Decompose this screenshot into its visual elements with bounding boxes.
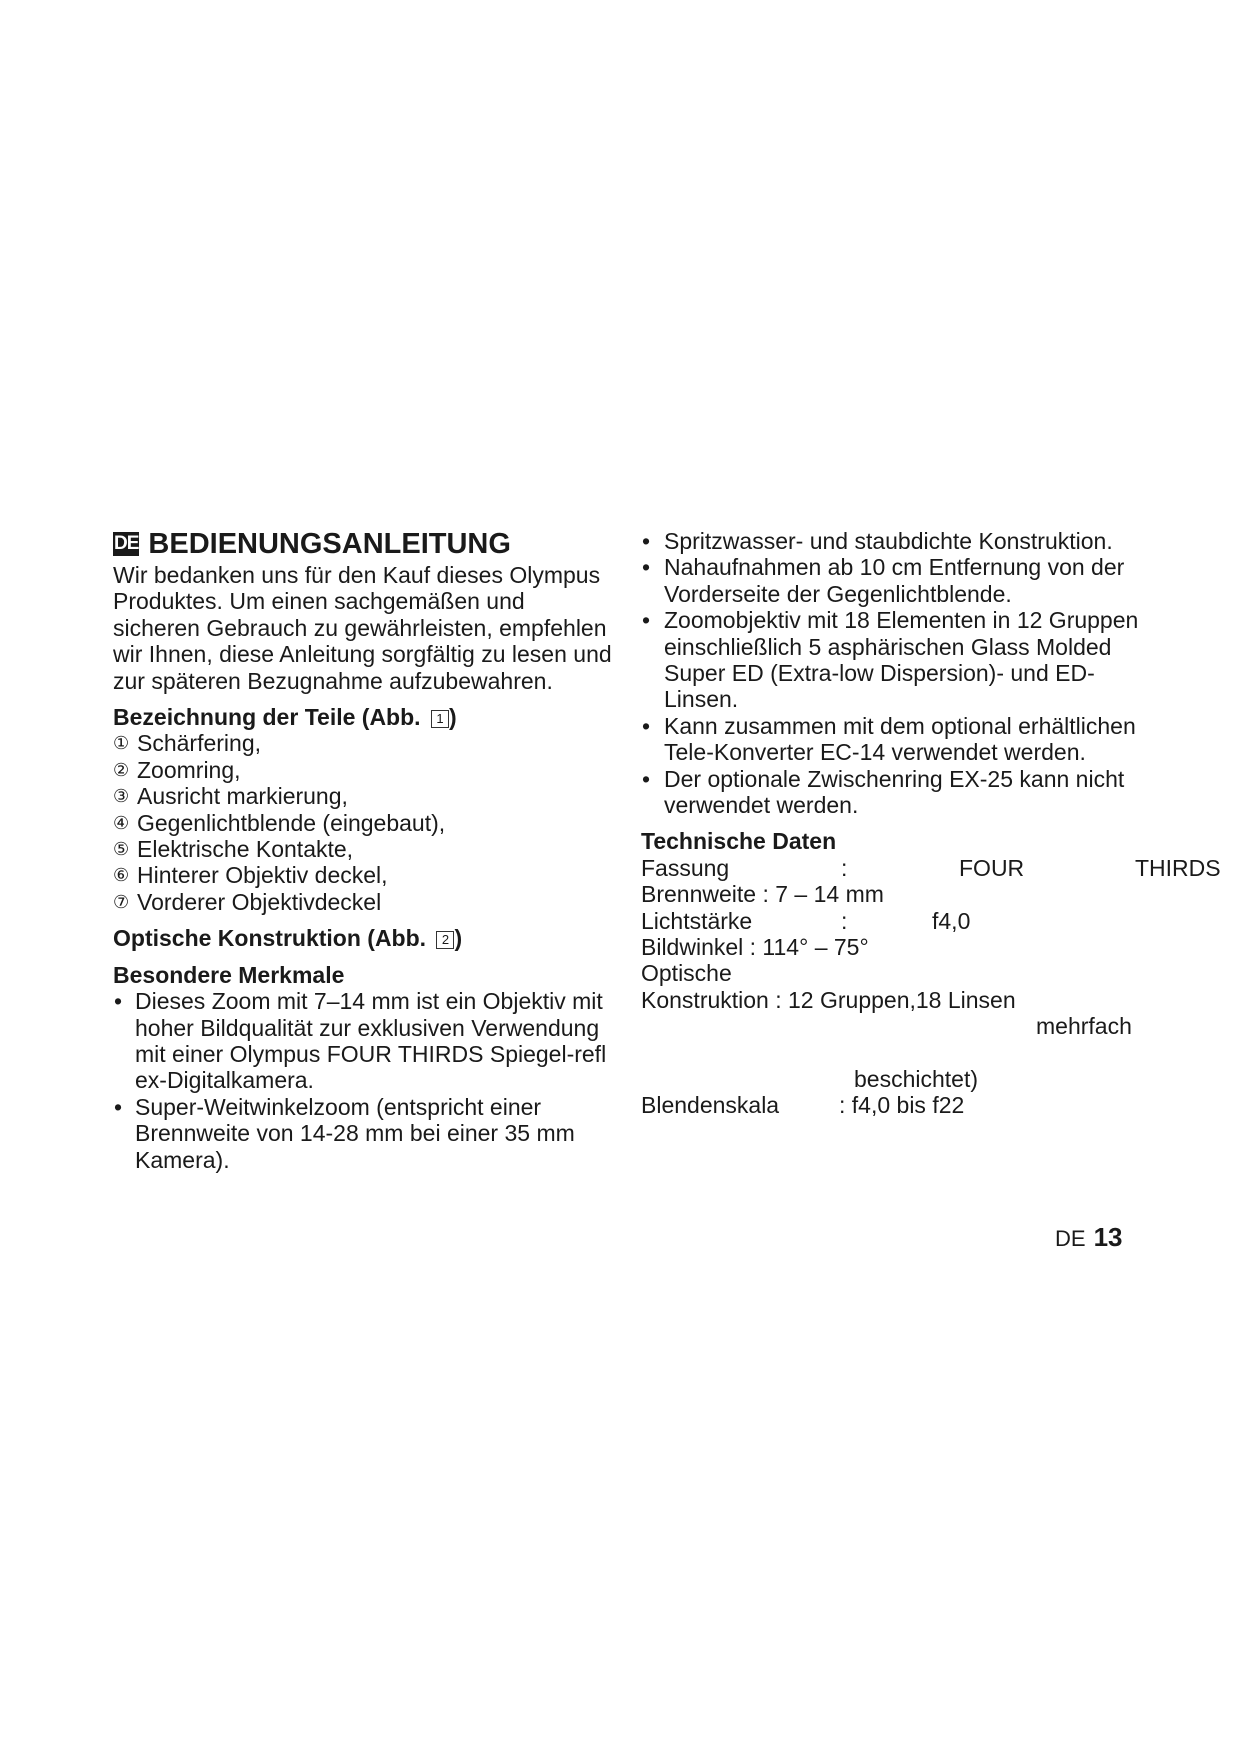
part-label: Ausricht markierung,	[137, 783, 348, 810]
spec-label: Lichtstärke	[641, 907, 753, 934]
spec-line: Bildwinkel : 114° – 75°	[641, 934, 869, 961]
list-item: • Kann zusammen mit dem optional erhältlichen Tele-Konverter EC-14 verwendet werden.	[641, 713, 1161, 766]
part-label: Schärfering,	[137, 730, 262, 757]
spec-row-mehrfach	[641, 1013, 1241, 1039]
list-item	[113, 757, 613, 783]
spec-value: : f4,0 bis f22	[839, 1092, 965, 1119]
parts-heading-text: Bezeichnung der Teile (Abb.	[113, 704, 421, 731]
part-number: ⑥	[113, 865, 130, 886]
features-list-continued	[641, 528, 1161, 818]
part-number: ⑦	[113, 891, 130, 912]
list-item: • Zoomobjektiv mit 18 Elementen in 12 Gruppen einschließlich 5 asphärischen Glass Molded Super ED (Extra-low Dispersion)- und ED-Linsen.	[641, 607, 1161, 713]
footer-language: DE	[1055, 1226, 1086, 1251]
spec-line: Brennweite : 7 – 14 mm	[641, 881, 884, 908]
list-item: • Dieses Zoom mit 7–14 mm ist ein Objektiv mit hoher Bildqualität zur exklusiven Verwendung mit einer Olympus FOUR THIRDS Spiegel-refl ex-Digitalkamera.	[113, 988, 613, 1094]
list-item: • Der optionale Zwischenring EX-25 kann nicht verwendet werden.	[641, 766, 1161, 819]
page-number: 13	[1093, 1222, 1123, 1252]
spec-colon: :	[841, 854, 848, 881]
figure-2-icon: 2	[436, 931, 454, 949]
title-text: BEDIENUNGSANLEITUNG	[148, 528, 511, 560]
features-list	[113, 988, 613, 1173]
page-title	[113, 527, 613, 561]
features-heading: Besondere Merkmale	[113, 961, 345, 988]
list-item	[113, 810, 613, 836]
list-item	[113, 862, 613, 888]
spec-row-spacer	[641, 1040, 1241, 1066]
list-item: • Super-Weitwinkelzoom (entspricht einer Brennweite von 14-28 mm bei einer 35 mm Kamera).	[113, 1094, 613, 1173]
part-number: ⑤	[113, 839, 130, 860]
specs-table	[641, 855, 1241, 1119]
parts-heading: Bezeichnung der Teile (Abb. 1 )	[113, 704, 457, 731]
part-label: Vorderer Objektivdeckel	[137, 888, 382, 915]
spec-row-optische	[641, 960, 1241, 986]
spec-value: THIRDS	[1135, 854, 1221, 881]
spec-line: mehrfach	[1036, 1013, 1132, 1040]
part-number: ①	[113, 733, 130, 754]
list-item: • Nahaufnahmen ab 10 cm Entfernung von der Vorderseite der Gegenlichtblende.	[641, 554, 1161, 607]
figure-1-icon: 1	[431, 710, 449, 728]
part-number: ④	[113, 812, 130, 833]
specs-heading: Technische Daten	[641, 828, 837, 855]
spec-value: FOUR	[959, 854, 1025, 881]
right-column	[641, 528, 1241, 1119]
spec-label: Fassung	[641, 854, 730, 881]
list-item	[113, 730, 613, 756]
part-label: Zoomring,	[137, 756, 241, 783]
spec-value: f4,0	[932, 907, 971, 934]
page-footer	[1055, 1222, 1122, 1253]
parts-list	[113, 730, 613, 915]
list-item: • Spritzwasser- und staubdichte Konstruktion.	[641, 528, 1161, 554]
spec-colon: :	[841, 907, 848, 934]
spec-line: Konstruktion : 12 Gruppen,18 Linsen	[641, 986, 1016, 1013]
part-number: ②	[113, 759, 130, 780]
part-label: Hinterer Objektiv deckel,	[137, 862, 388, 889]
left-column	[113, 528, 613, 1173]
spec-line: Optische	[641, 960, 732, 987]
spec-row-bildwinkel	[641, 934, 1241, 960]
optics-heading-text: Optische Konstruktion (Abb.	[113, 925, 427, 952]
spec-row-lichtstaerke	[641, 908, 1241, 934]
spec-line: beschichtet)	[854, 1066, 979, 1092]
spec-row-beschichtet	[641, 1066, 1241, 1092]
spec-row-fassung	[641, 855, 1241, 881]
spec-row-brennweite	[641, 881, 1241, 907]
part-label: Elektrische Kontakte,	[137, 836, 354, 863]
spec-row-blendenskala	[641, 1092, 1241, 1118]
intro-paragraph: Wir bedanken uns für den Kauf dieses Olympus Produktes. Um einen sachgemäßen und sicheren Gebrauch zu gewährleisten, empfehlen wir Ihnen, diese Anleitung sorgfältig zu lesen und zur späteren Bezugnahme aufzubewahren.	[113, 562, 612, 694]
optics-heading: Optische Konstruktion (Abb. 2 )	[113, 925, 463, 952]
spec-label: Blendenskala	[641, 1092, 780, 1119]
list-item	[113, 889, 613, 915]
part-number: ③	[113, 786, 130, 807]
language-badge: DE	[114, 533, 139, 554]
list-item	[113, 836, 613, 862]
list-item	[113, 783, 613, 809]
part-label: Gegenlichtblende (eingebaut),	[137, 809, 446, 836]
spec-row-konstruktion	[641, 987, 1241, 1013]
